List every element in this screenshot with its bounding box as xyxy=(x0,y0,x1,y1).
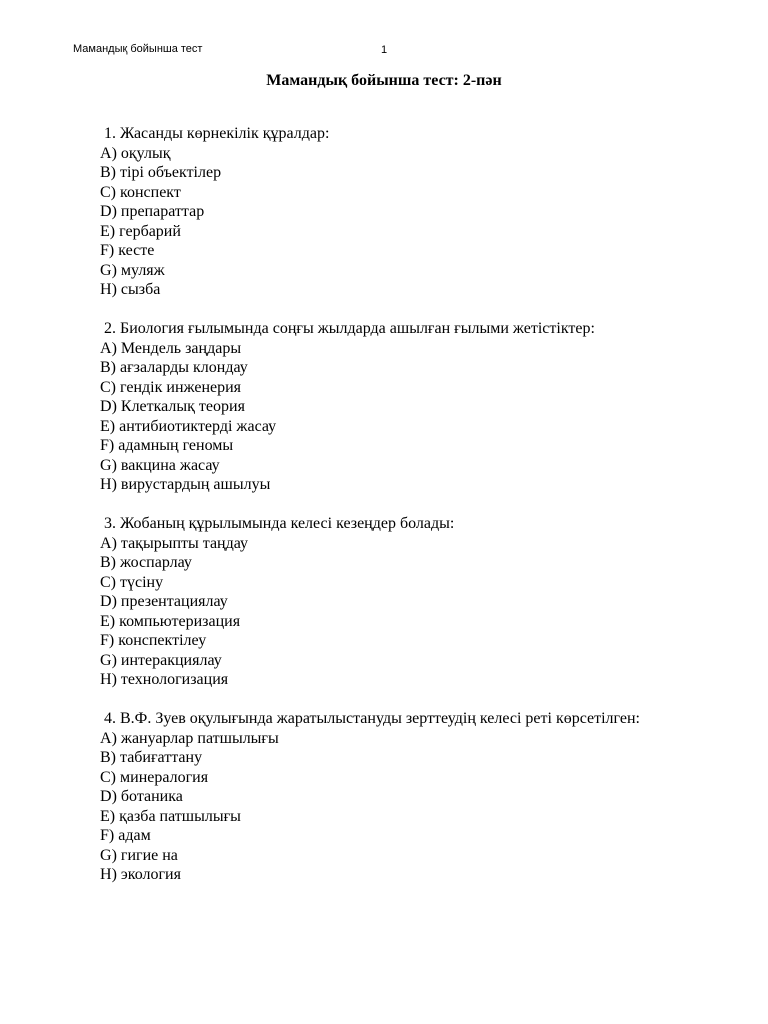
option-text: адамның геномы xyxy=(118,437,234,454)
question-text: 4. В.Ф. Зуев оқулығында жаратылыстануды зерттеудің келесі реті көрсетілген: xyxy=(104,710,640,727)
answer-option xyxy=(100,729,700,749)
option-text: Клеткалық теория xyxy=(120,398,245,415)
option-letter: C ) xyxy=(100,184,120,201)
option-letter: D ) xyxy=(100,398,121,415)
option-letter: E ) xyxy=(100,223,119,240)
option-text: тақырыпты таңдау xyxy=(120,534,249,552)
option-letter: E ) xyxy=(100,613,119,630)
answer-option xyxy=(100,456,700,476)
option-letter: H ) xyxy=(100,476,121,493)
option-letter: E ) xyxy=(100,418,119,435)
question-3 xyxy=(100,514,700,690)
option-letter: G ) xyxy=(100,262,121,279)
answer-option xyxy=(100,358,700,378)
answer-option xyxy=(100,475,700,495)
option-text: препараттар xyxy=(120,203,205,220)
option-letter: C ) xyxy=(100,379,120,396)
option-text: гигие на xyxy=(120,846,178,864)
option-text: конспектілеу xyxy=(118,632,207,649)
option-text: гербарий xyxy=(119,222,181,240)
option-text: Мендель заңдары xyxy=(120,339,242,357)
answer-option xyxy=(100,202,700,222)
answer-option xyxy=(100,631,700,651)
option-text: вакцина жасау xyxy=(120,456,220,474)
question-1 xyxy=(100,124,700,300)
option-letter: F ) xyxy=(100,827,118,844)
question-text: 2. Биология ғылымында соңғы жылдарда ашылған ғылыми жетістіктер: xyxy=(104,320,595,337)
page-title: Мамандық бойынша тест: 2-пән xyxy=(266,72,502,89)
option-text: минералогия xyxy=(120,768,209,786)
option-letter: F ) xyxy=(100,437,118,454)
answer-option xyxy=(100,651,700,671)
option-letter: B ) xyxy=(100,164,120,181)
option-text: оқулық xyxy=(120,144,171,162)
answer-option xyxy=(100,436,700,456)
option-text: технологизация xyxy=(120,671,229,688)
option-text: қазба патшылығы xyxy=(119,807,241,825)
answer-option xyxy=(100,573,700,593)
answer-option xyxy=(100,553,700,573)
option-text: муляж xyxy=(120,261,165,279)
answer-option xyxy=(100,592,700,612)
option-text: антибиотиктерді жасау xyxy=(119,417,277,435)
option-letter: A ) xyxy=(100,145,121,162)
option-letter: H ) xyxy=(100,671,121,688)
answer-option xyxy=(100,865,700,885)
answer-option xyxy=(100,183,700,203)
question-list xyxy=(100,124,700,904)
option-letter: E ) xyxy=(100,808,119,825)
answer-option xyxy=(100,670,700,690)
answer-option xyxy=(100,280,700,300)
option-text: жануарлар патшылығы xyxy=(120,729,279,747)
option-text: интеракциялау xyxy=(120,651,222,669)
option-letter: A ) xyxy=(100,340,121,357)
option-text: презентациялау xyxy=(120,593,228,610)
option-text: ботаника xyxy=(120,788,183,805)
option-text: сызба xyxy=(120,281,161,298)
option-text: гендік инженерия xyxy=(120,378,242,396)
option-letter: C ) xyxy=(100,574,120,591)
option-text: тірі объектілер xyxy=(120,164,222,181)
option-text: ағзаларды клондау xyxy=(120,359,248,376)
option-text: конспект xyxy=(120,183,181,201)
option-letter: C ) xyxy=(100,769,120,786)
answer-option xyxy=(100,826,700,846)
option-letter: H ) xyxy=(100,281,121,298)
option-text: түсіну xyxy=(120,573,164,591)
answer-option xyxy=(100,378,700,398)
question-text: 3. Жобаның құрылымында келесі кезеңдер болады: xyxy=(104,515,455,532)
option-text: кесте xyxy=(118,242,155,259)
option-letter: B ) xyxy=(100,554,120,571)
answer-option xyxy=(100,768,700,788)
option-letter: G ) xyxy=(100,652,121,669)
answer-option xyxy=(100,417,700,437)
option-letter: F ) xyxy=(100,632,118,649)
answer-option xyxy=(100,261,700,281)
option-letter: B ) xyxy=(100,359,120,376)
question-4 xyxy=(100,709,700,885)
answer-option xyxy=(100,397,700,417)
page-number: 1 xyxy=(381,44,388,56)
option-letter: H ) xyxy=(100,866,121,883)
option-text: вирустардың ашылуы xyxy=(120,476,271,493)
option-text: адам xyxy=(118,827,151,844)
option-letter: B ) xyxy=(100,749,120,766)
answer-option xyxy=(100,339,700,359)
option-letter: G ) xyxy=(100,847,121,864)
answer-option xyxy=(100,807,700,827)
answer-option xyxy=(100,222,700,242)
answer-option xyxy=(100,144,700,164)
question-2 xyxy=(100,319,700,495)
answer-option xyxy=(100,534,700,554)
option-text: компьютеризация xyxy=(119,612,241,630)
answer-option xyxy=(100,748,700,768)
answer-option xyxy=(100,241,700,261)
option-letter: F ) xyxy=(100,242,118,259)
question-text: 1. Жасанды көрнекілік құралдар: xyxy=(104,125,330,142)
answer-option xyxy=(100,846,700,866)
option-letter: A ) xyxy=(100,535,121,552)
option-letter: D ) xyxy=(100,788,121,805)
option-letter: G ) xyxy=(100,457,121,474)
option-text: жоспарлау xyxy=(120,554,192,571)
option-letter: D ) xyxy=(100,203,121,220)
running-header-title: Мамандық бойынша тест xyxy=(73,43,203,55)
option-text: табиғаттану xyxy=(120,749,203,766)
answer-option xyxy=(100,612,700,632)
option-letter: D ) xyxy=(100,593,121,610)
option-text: экология xyxy=(120,866,181,883)
answer-option xyxy=(100,163,700,183)
answer-option xyxy=(100,787,700,807)
option-letter: A ) xyxy=(100,730,121,747)
